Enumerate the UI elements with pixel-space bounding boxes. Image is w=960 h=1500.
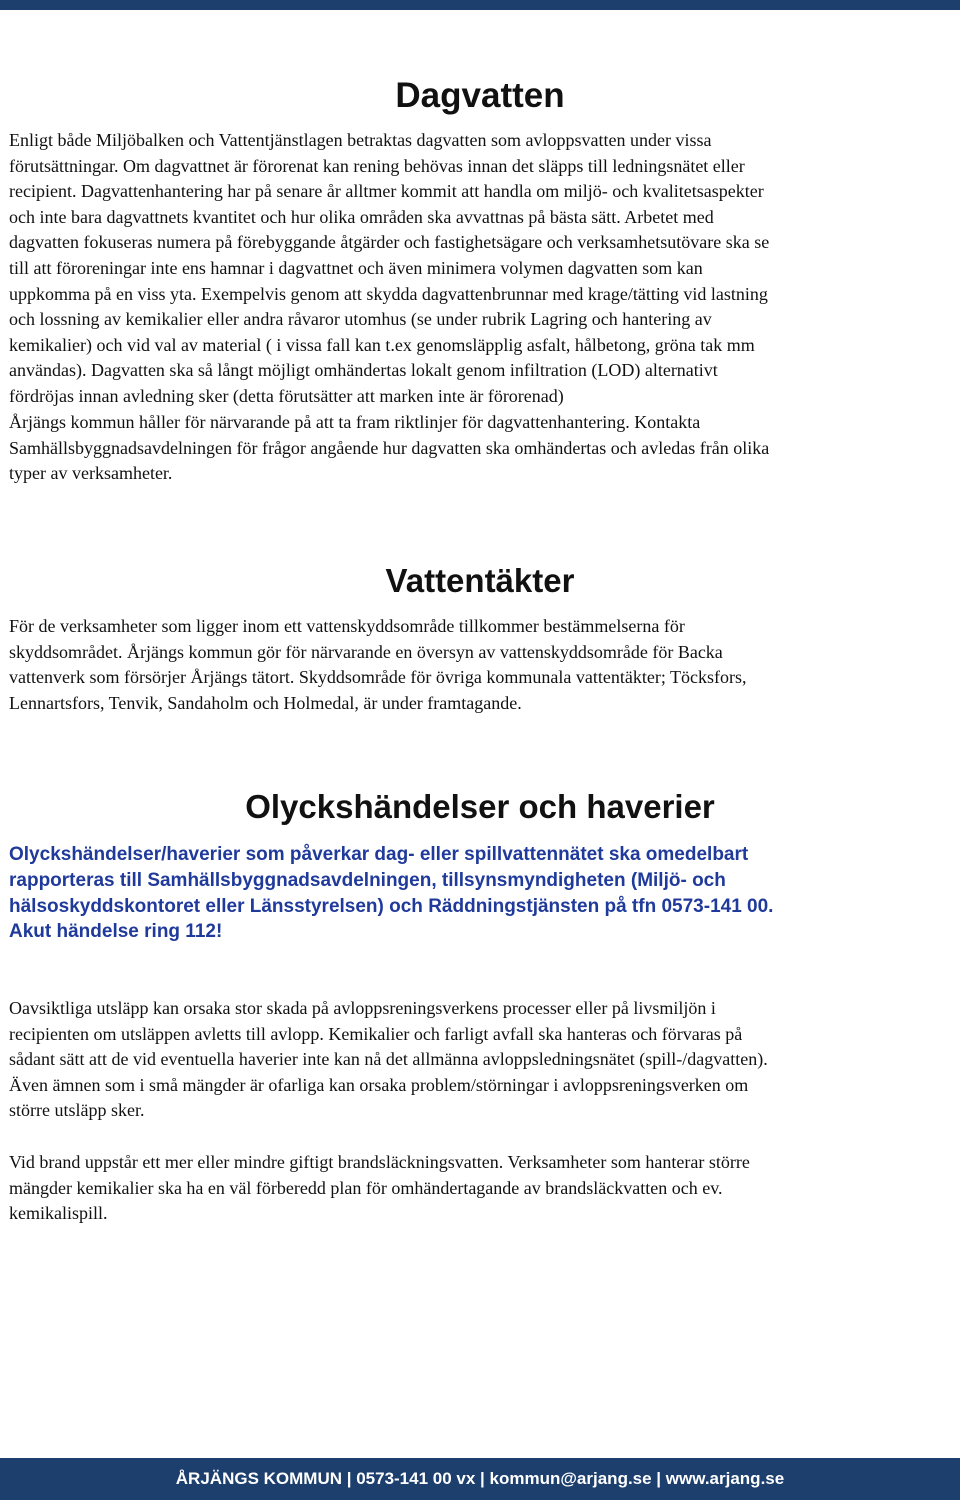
top-brand-bar: [0, 0, 960, 10]
section-title-vattentakter: Vattentäkter: [385, 562, 575, 599]
section-title-olyckshandelser: Olyckshändelser och haverier: [245, 788, 715, 825]
footer-contact-info: ÅRJÄNGS KOMMUN | 0573-141 00 vx | kommun@arjang.se | www.arjang.se: [175, 1469, 785, 1488]
vattentakter-paragraph: För de verksamheter som ligger inom ett vattenskyddsområde tillkommer bestämmelserna för skyddsområdet. Årjängs kommun gör för närvarande en översyn av vattenskyddsområde för Backa vattenverk som försörjer Årjängs tätort. Skyddsområde för övriga kommunala vattentäkter; Töcksfors, Lennartsfors, Tenvik, Sandaholm och Holmedal, är under framtagande.: [9, 616, 747, 713]
dagvatten-paragraph-2: Årjängs kommun håller för närvarande på att ta fram riktlinjer för dagvattenhantering. Kontakta Samhällsbyggnadsavdelningen för frågor angående hur dagvatten ska omhändertas och avledas från olika typer av verksamheter.: [9, 412, 770, 484]
emergency-warning: Olyckshändelser/haverier som påverkar dag- eller spillvattennätet ska omedelbart rapporteras till Samhällsbyggnadsavdelningen, tillsynsmyndigheten (Miljö- och hälsoskyddskontoret eller Länsstyrelsen) och Räddningstjänsten på tfn 0573-141 00. Akut händelse ring 112!: [9, 844, 774, 943]
dagvatten-paragraph-1: Enligt både Miljöbalken och Vattentjänstlagen betraktas dagvatten som avloppsvatten under vissa förutsättningar. Om dagvattnet är förorenat kan rening behövas innan det släpps till ledningsnätet eller recipient. Dagvattenhantering har på senare år alltmer kommit att handla om miljö- och kvalitetsaspekter och inte bara dagvattnets kvantitet och hur olika områden ska avvattnas på bästa sätt. Arbetet med dagvatten fokuseras numera på förebyggande åtgärder och fastighetsägare och verksamhetsutövare ska se till att föroreningar inte ens hamnar i dagvattnet och även minimera volymen dagvatten som kan uppkomma på en viss yta. Exempelvis genom att skydda dagvattenbrunnar med krage/tätting vid lastning och lossning av kemikalier eller andra råvaror utomhus (se under rubrik Lagring och hantering av kemikalier) och vid val av material ( i vissa fall kan t.ex genomsläpplig asfalt, hålbetong, gröna tak mm användas). Dagvatten ska så långt möjligt omhändertas lokalt genom infiltration (LOD) alternativt fördröjas innan avledning sker (detta förutsätter att marken inte är förorenad): [9, 130, 770, 406]
footer-bar: [0, 1458, 960, 1500]
section-title-dagvatten: Dagvatten: [395, 76, 565, 115]
olyckshandelser-paragraph-1: Oavsiktliga utsläpp kan orsaka stor skada på avloppsreningsverkens processer eller på livsmiljön i recipienten om utsläppen avletts till avlopp. Kemikalier och farligt avfall ska hanteras och förvaras på sådant sätt att de vid eventuella haverier inte kan nå det allmänna avloppsledningsnätet (spill-/dagvatten). Även ämnen som i små mängder är ofarliga kan orsaka problem/störningar i avloppsreningsverken om större utsläpp sker.: [9, 998, 768, 1121]
olyckshandelser-paragraph-2: Vid brand uppstår ett mer eller mindre giftigt brandsläckningsvatten. Verksamheter som hanterar större mängder kemikalier ska ha en väl förberedd plan för omhändertagande av brandsläckvatten och ev. kemikalispill.: [9, 1152, 750, 1224]
